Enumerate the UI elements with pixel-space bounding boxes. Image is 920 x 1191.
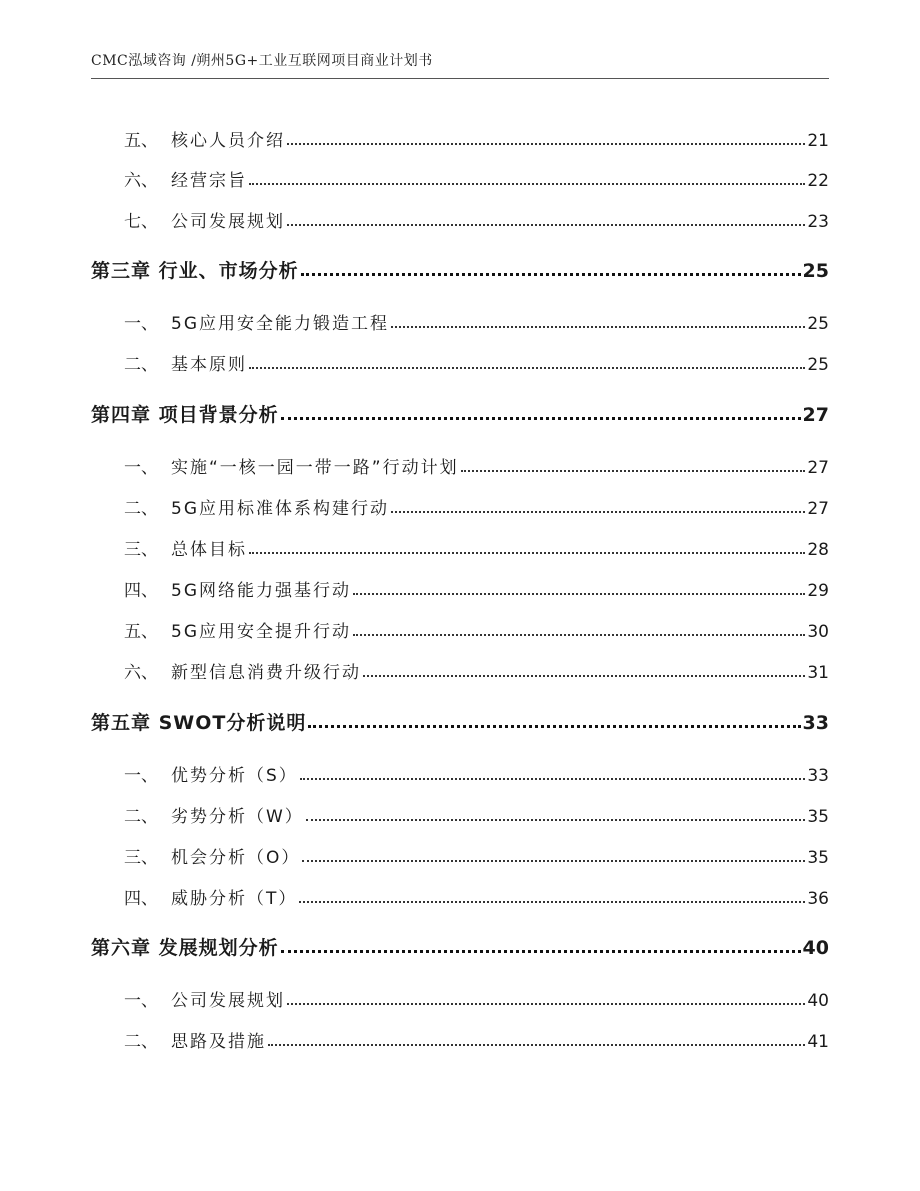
toc-section-entry[interactable] bbox=[91, 126, 829, 151]
dot-leader bbox=[287, 143, 805, 145]
dot-leader bbox=[306, 819, 806, 821]
toc-section-entry[interactable] bbox=[91, 1027, 829, 1052]
toc-entry-title: 第五章 SWOT分析说明 bbox=[91, 712, 307, 734]
dot-leader bbox=[300, 778, 806, 780]
toc-entry-number: 六、 bbox=[124, 171, 158, 191]
toc-page-number: 35 bbox=[807, 848, 829, 868]
dot-leader bbox=[302, 860, 805, 862]
dot-leader bbox=[249, 552, 805, 554]
toc-entry-title: 基本原则 bbox=[171, 355, 247, 375]
toc-entry-title: 5G网络能力强基行动 bbox=[171, 581, 351, 601]
dot-leader bbox=[268, 1044, 805, 1046]
toc-entry-title: 核心人员介绍 bbox=[171, 131, 285, 151]
toc-page-number: 27 bbox=[802, 404, 829, 426]
toc-entry-title: 优势分析（S） bbox=[171, 766, 298, 786]
toc-section-entry[interactable] bbox=[91, 802, 829, 827]
toc-section-entry[interactable] bbox=[91, 986, 829, 1011]
toc-page-number: 22 bbox=[807, 171, 829, 191]
toc-page-number: 29 bbox=[807, 581, 829, 601]
toc-entry-number: 一、 bbox=[124, 991, 158, 1011]
toc-page-number: 31 bbox=[807, 663, 829, 683]
toc-entry-title: 思路及措施 bbox=[171, 1032, 266, 1052]
toc-entry-number: 六、 bbox=[124, 663, 158, 683]
toc-page-number: 40 bbox=[802, 937, 829, 959]
toc-entry-number: 三、 bbox=[124, 848, 158, 868]
toc-section-entry[interactable] bbox=[91, 658, 829, 683]
toc-chapter-entry[interactable] bbox=[91, 933, 829, 960]
toc-entry-title: 公司发展规划 bbox=[171, 991, 285, 1011]
toc-entry-title: 公司发展规划 bbox=[171, 212, 285, 232]
toc-entry-title: 第三章 行业、市场分析 bbox=[91, 260, 299, 282]
toc-chapter-entry[interactable] bbox=[91, 708, 829, 735]
toc-entry-title: 劣势分析（W） bbox=[171, 807, 304, 827]
toc-entry-title: 实施“一核一园一带一路”行动计划 bbox=[171, 458, 459, 478]
toc-entry-title: 第六章 发展规划分析 bbox=[91, 937, 279, 959]
toc-entry-title: 经营宗旨 bbox=[171, 171, 247, 191]
toc-entry-title: 新型信息消费升级行动 bbox=[171, 663, 361, 683]
page-header: CMC泓域咨询 /朔州5G+工业互联网项目商业计划书 bbox=[91, 50, 829, 79]
toc-page-number: 36 bbox=[807, 889, 829, 909]
toc-entry-title: 第四章 项目背景分析 bbox=[91, 404, 279, 426]
toc-entry-title: 5G应用安全提升行动 bbox=[171, 622, 351, 642]
toc-entry-number: 一、 bbox=[124, 314, 158, 334]
toc-section-entry[interactable] bbox=[91, 843, 829, 868]
toc-entry-number: 四、 bbox=[124, 581, 158, 601]
toc-entry-title: 5G应用标准体系构建行动 bbox=[171, 499, 389, 519]
dot-leader bbox=[287, 1003, 805, 1005]
dot-leader bbox=[391, 511, 805, 513]
dot-leader bbox=[363, 675, 805, 677]
toc-entry-title: 威胁分析（T） bbox=[171, 889, 298, 909]
toc-entry-title: 机会分析（O） bbox=[171, 848, 301, 868]
toc-section-entry[interactable] bbox=[91, 617, 829, 642]
dot-leader bbox=[391, 326, 805, 328]
toc-entry-number: 五、 bbox=[124, 622, 158, 642]
toc-page-number: 25 bbox=[807, 314, 829, 334]
toc-section-entry[interactable] bbox=[91, 884, 829, 909]
toc-section-entry[interactable] bbox=[91, 453, 829, 478]
toc-page-number: 40 bbox=[807, 991, 829, 1011]
toc-entry-title: 总体目标 bbox=[171, 540, 247, 560]
toc-page-number: 21 bbox=[807, 131, 829, 151]
toc-section-entry[interactable] bbox=[91, 761, 829, 786]
dot-leader bbox=[281, 417, 801, 420]
dot-leader bbox=[249, 183, 805, 185]
toc-page-number: 27 bbox=[807, 499, 829, 519]
toc-entry-number: 二、 bbox=[124, 499, 158, 519]
toc-entry-number: 二、 bbox=[124, 355, 158, 375]
toc-page-number: 33 bbox=[802, 712, 829, 734]
toc-entry-number: 三、 bbox=[124, 540, 158, 560]
toc-page-number: 27 bbox=[807, 458, 829, 478]
toc-page-number: 41 bbox=[807, 1032, 829, 1052]
dot-leader bbox=[301, 273, 801, 276]
toc-section-entry[interactable] bbox=[91, 350, 829, 375]
toc-entry-number: 二、 bbox=[124, 807, 158, 827]
toc-section-entry[interactable] bbox=[91, 576, 829, 601]
toc-section-entry[interactable] bbox=[91, 309, 829, 334]
dot-leader bbox=[353, 634, 805, 636]
dot-leader bbox=[461, 470, 806, 472]
toc-page-number: 30 bbox=[807, 622, 829, 642]
toc-entry-number: 一、 bbox=[124, 458, 158, 478]
toc-page-number: 25 bbox=[802, 260, 829, 282]
dot-leader bbox=[308, 725, 800, 728]
toc-section-entry[interactable] bbox=[91, 166, 829, 191]
toc-page-number: 28 bbox=[807, 540, 829, 560]
toc-entry-number: 二、 bbox=[124, 1032, 158, 1052]
toc-page-number: 25 bbox=[807, 355, 829, 375]
dot-leader bbox=[281, 950, 801, 953]
dot-leader bbox=[299, 901, 805, 903]
toc-page-number: 35 bbox=[807, 807, 829, 827]
dot-leader bbox=[353, 593, 805, 595]
toc-chapter-entry[interactable] bbox=[91, 256, 829, 283]
toc-page-number: 23 bbox=[807, 212, 829, 232]
toc-chapter-entry[interactable] bbox=[91, 400, 829, 427]
toc-section-entry[interactable] bbox=[91, 207, 829, 232]
dot-leader bbox=[287, 224, 805, 226]
toc-section-entry[interactable] bbox=[91, 535, 829, 560]
toc-entry-number: 一、 bbox=[124, 766, 158, 786]
toc-entry-number: 七、 bbox=[124, 212, 158, 232]
dot-leader bbox=[249, 367, 805, 369]
toc-entry-number: 五、 bbox=[124, 131, 158, 151]
toc-page-number: 33 bbox=[807, 766, 829, 786]
toc-entry-title: 5G应用安全能力锻造工程 bbox=[171, 314, 389, 334]
toc-section-entry[interactable] bbox=[91, 494, 829, 519]
toc-entry-number: 四、 bbox=[124, 889, 158, 909]
